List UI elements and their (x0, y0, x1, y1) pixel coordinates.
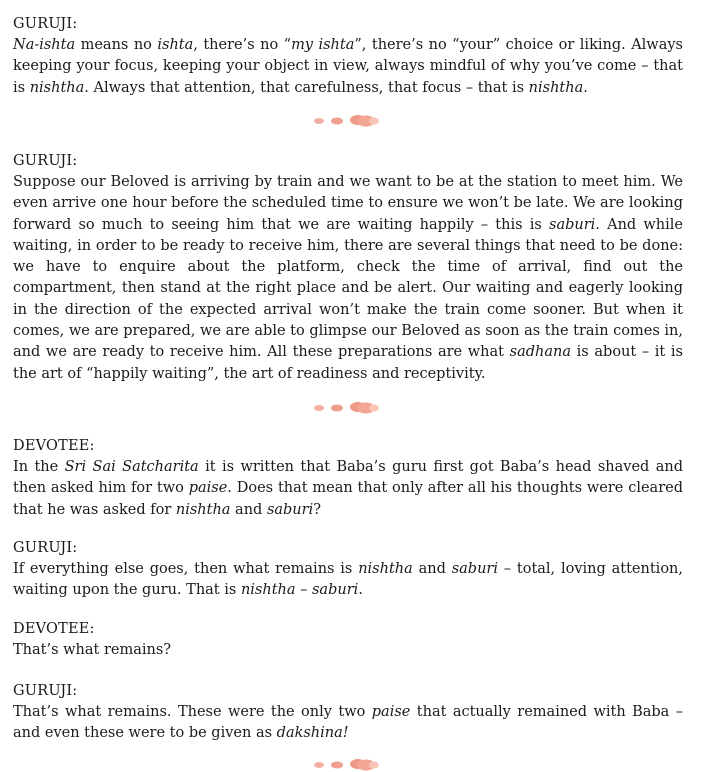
italic-term: paise (371, 704, 411, 720)
lotus-petal-divider-icon (311, 756, 383, 772)
dialogue-section-1 (13, 14, 683, 99)
text-run: . Does that mean that only after all his thoughts were cleared that he was asked for (13, 480, 683, 518)
text-run: ”, there’s no “your” choice or liking. Always keeping your focus, keeping your object in view, always mindful of why you’ve come – that is (13, 37, 683, 96)
speech-text (13, 172, 683, 385)
text-run: ? (313, 501, 321, 518)
speaker-label: GURUJI: (13, 683, 78, 699)
italic-term: nishtha (358, 561, 413, 577)
text-run: , there’s no “ (193, 37, 292, 53)
text-run: . (358, 582, 363, 599)
italic-term: Sri Sai Satcharita (64, 459, 199, 475)
text-run: In the (13, 459, 65, 475)
italic-term: saburi (549, 216, 596, 233)
dialogue-section-5 (13, 619, 683, 661)
text-run: and (230, 501, 267, 518)
speaker-label: GURUJI: (13, 153, 78, 169)
italic-term: nishtha (528, 79, 584, 96)
italic-term: saburi (451, 561, 498, 577)
dialogue-section-2 (13, 151, 683, 385)
speaker-label: GURUJI: (13, 540, 78, 556)
italic-term: saburi (266, 501, 314, 518)
lotus-petal-divider-icon (311, 112, 383, 128)
dialogue-section-4 (13, 538, 683, 602)
text-run: . And while waiting, in order to be ready to receive him, there are several things that need to be done: we have to enquire about the platform, check the time of arrival, find out the compartment, then stand at the right place and be alert. Our waiting and eagerly looking in the direction of the expected arrival won’t make the train come sooner. But when it comes, we are prepared, we are able to glimpse our Beloved as soon as the train comes in, and we are ready to receive him. All these preparations are what (13, 216, 683, 361)
italic-term: nishtha (29, 79, 85, 96)
lotus-petal-divider-icon (311, 399, 383, 415)
text-run: is about – it is the art of “happily waiting”, the art of readiness and receptivity. (13, 344, 683, 382)
speech-text (13, 702, 683, 745)
speech-text (13, 559, 683, 602)
text-run: that actually remained with Baba – and even these were to be given as (13, 704, 683, 742)
italic-term: dakshina! (276, 725, 349, 742)
text-run: That’s what remains? (13, 642, 172, 658)
speaker-label: GURUJI: (13, 16, 78, 32)
italic-term: saburi (311, 582, 359, 599)
italic-term: paise (188, 480, 228, 497)
italic-term: Na-ishta (13, 37, 76, 53)
text-run: it is written that Baba’s guru first got Baba’s head shaved and then asked him for two (13, 459, 683, 497)
italic-term: ishta (157, 37, 194, 53)
text-run: Suppose our Beloved is arriving by train and we want to be at the station to meet him. We even arrive one hour before the scheduled time to ensure we won’t be late. We are looking forward so much to seeing him that we are waiting happily – this is (13, 174, 683, 233)
speaker-label: DEVOTEE: (13, 621, 95, 637)
text-run: means no (75, 37, 158, 53)
dialogue-section-6 (13, 681, 683, 745)
speech-text (13, 457, 683, 521)
italic-term: my ishta (291, 37, 355, 53)
text-run: If everything else goes, then what remains is (13, 561, 359, 577)
speech-text (13, 35, 683, 99)
text-run: That’s what remains. These were the only two (13, 704, 372, 720)
italic-term: nishtha (240, 582, 296, 599)
italic-term: sadhana (509, 344, 571, 361)
text-run: and (412, 561, 452, 577)
text-run: . Always that attention, that carefulness, that focus – that is (84, 79, 529, 96)
italic-term: nishtha (175, 501, 231, 518)
dialogue-section-3 (13, 436, 683, 521)
speech-text (13, 640, 683, 661)
text-run: – (295, 582, 312, 599)
text-run: . (583, 79, 588, 96)
text-run: – total, loving attention, waiting upon the guru. That is (13, 561, 683, 599)
speaker-label: DEVOTEE: (13, 438, 95, 454)
